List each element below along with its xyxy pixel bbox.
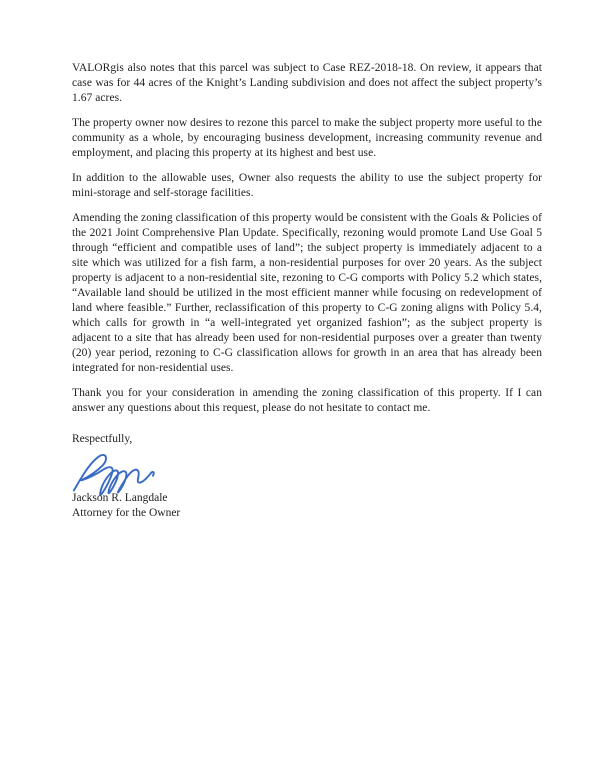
signer-name: Jackson R. Langdale	[72, 492, 168, 504]
paragraph-valorgis-note: VALORgis also notes that this parcel was subject to Case REZ-2018-18. On review, it appears that case was for 44 acres of the Knight’s Landing subdivision and does not affect the subject property’s 1.67 acres.	[72, 62, 542, 104]
handwritten-signature	[66, 450, 170, 496]
paragraph-storage-request: In addition to the allowable uses, Owner also requests the ability to use the subject property for mini-storage and self-storage facilities.	[72, 172, 542, 199]
paragraph-thank-you: Thank you for your consideration in amending the zoning classification of this property. If I can answer any questions about this request, please do not hesitate to contact me.	[72, 387, 542, 414]
signature-path	[74, 455, 154, 495]
signer-title: Attorney for the Owner	[72, 507, 181, 519]
paragraph-rezone-request: The property owner now desires to rezone this parcel to make the subject property more useful to the community as a whole, by encouraging business development, increasing community revenue and employment, and placing this property at its highest and best use.	[72, 117, 542, 159]
paragraph-comprehensive-plan: Amending the zoning classification of this property would be consistent with the Goals & Policies of the 2021 Joint Comprehensive Plan Update. Specifically, rezoning would promote Land Use Goal 5 through “efficient and compatible uses of land”; the subject property is immediately adjacent to a site which was utilized for a fish farm, a non-residential purposes for over 20 years. As the subject property is adjacent to a non-residential site, rezoning to C-G comports with Policy 5.2 which states, “Available land should be utilized in the most efficient manner while focusing on redevelopment of land where feasible.” Further, reclassification of this property to C-G zoning aligns with Policy 5.4, which calls for growth in “a well-integrated yet organized fashion”; as the subject property is adjacent to a site that has already been used for non-residential purposes over a greater than twenty (20) year period, rezoning to C-G classification allows for growth in an area that has already been integrated for non-residential uses.	[72, 212, 542, 374]
signature-icon	[66, 450, 170, 496]
closing-salutation: Respectfully,	[72, 433, 133, 445]
letter-body	[72, 61, 542, 521]
